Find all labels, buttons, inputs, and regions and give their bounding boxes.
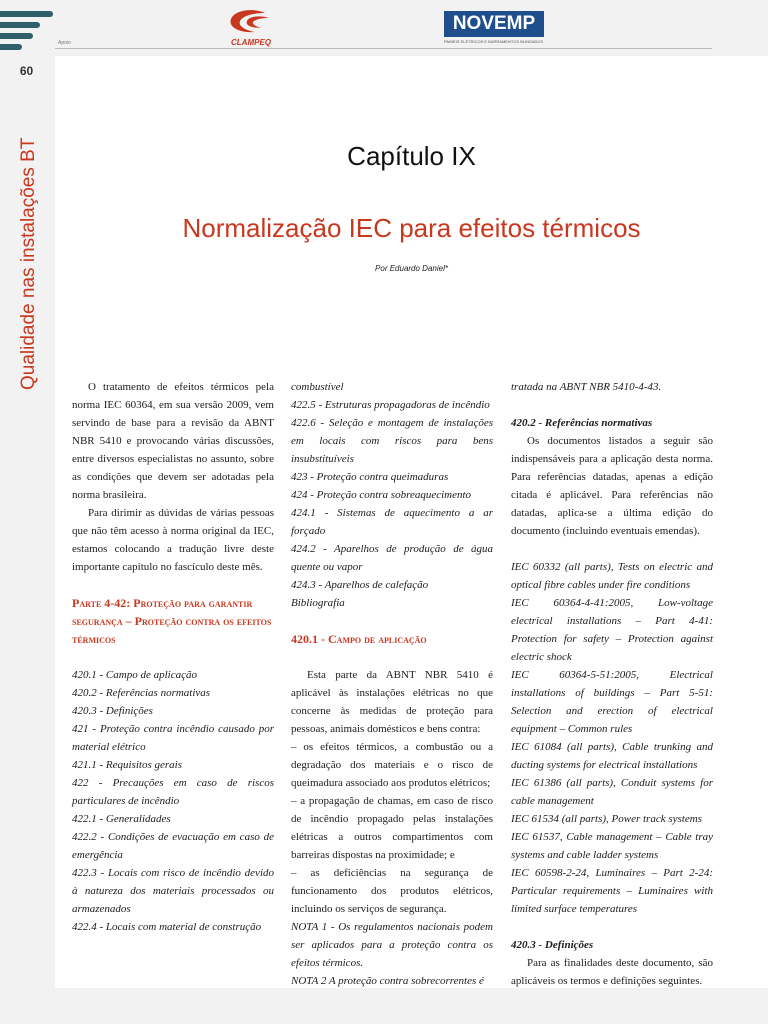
- clampeq-logo: [221, 9, 281, 49]
- toc-item: 422 - Precauções em caso de riscos particulares de incêndio: [72, 777, 274, 807]
- paragraph: Para dirimir as dúvidas de várias pessoas que não têm acesso à norma original da IEC, estamos colocando a tradução livre deste importante capítulo no fascículo deste mês.: [72, 507, 274, 573]
- reference-item: IEC 60364-5-51:2005, Electrical installations of buildings – Part 5-51: Selection and erection of electrical equipment – Common rules: [511, 669, 713, 735]
- toc-item: 422.2 - Condições de evacuação em caso de emergência: [72, 831, 274, 861]
- decor-stripe: [0, 22, 40, 28]
- toc-item: 420.2 - Referências normativas: [72, 687, 211, 699]
- decor-stripe: [0, 44, 22, 50]
- column-3: [511, 378, 713, 990]
- apoio-label: Apoio: [58, 40, 71, 46]
- subsection-heading: 420.2 - Referências normativas: [511, 417, 653, 429]
- note: NOTA 1 - Os regulamentos nacionais podem ser aplicados para a proteção contra os efeitos térmicos.: [291, 921, 493, 969]
- toc-item: 424.3 - Aparelhos de calefação: [291, 579, 429, 591]
- toc-item: 422.3 - Locais com risco de incêndio devido à natureza dos materiais processados ou armazenados: [72, 867, 274, 915]
- paragraph: tratada na ABNT NBR 5410-4-43.: [511, 381, 662, 393]
- paragraph: Os documentos listados a seguir são indispensáveis para a aplicação desta norma. Para referências datadas, apenas a edição citada é aplicável. Para referências não datadas, aplica-se a última edição do documento (incluindo eventuais emendas).: [511, 435, 713, 537]
- toc-item: 423 - Proteção contra queimaduras: [291, 471, 449, 483]
- reference-item: IEC 60598-2-24, Luminaires – Part 2-24: Particular requirements – Luminaires with limited surface temperatures: [511, 867, 713, 915]
- decor-stripe: [0, 33, 33, 39]
- note: NOTA 2 A proteção contra sobrecorrentes é: [291, 975, 484, 987]
- subsection-heading: 420.3 - Definições: [511, 939, 594, 951]
- toc-item: 420.3 - Definições: [72, 705, 153, 717]
- section-title-vertical: Qualidade nas instalações BT: [18, 137, 39, 390]
- reference-item: IEC 60364-4-41:2005, Low-voltage electrical installations – Part 4-41: Protection for safety – Protection against electric shock: [511, 597, 713, 663]
- section-heading: 420.1 - Campo de aplicação: [291, 632, 427, 646]
- header: [53, 0, 768, 52]
- reference-item: IEC 61386 (all parts), Conduit systems for cable management: [511, 777, 713, 807]
- novemp-tagline: PAINÉIS ELÉTRICOS E BARRAMENTOS BLINDADOS: [444, 39, 544, 44]
- reference-item: IEC 61537, Cable management – Cable tray systems and cable ladder systems: [511, 831, 713, 861]
- toc-item: Bibliografia: [291, 597, 345, 609]
- toc-item: 422.6 - Seleção e montagem de instalações em locais com riscos para bens insubstituíveis: [291, 417, 493, 465]
- chapter-heading: Capítulo IX: [347, 141, 476, 171]
- reference-item: IEC 61084 (all parts), Cable trunking and ducting systems for electrical installations: [511, 741, 713, 771]
- toc-item: 422.5 - Estruturas propagadoras de incêndio: [291, 399, 490, 411]
- novemp-logo: [444, 11, 554, 44]
- toc-item: 424.1 - Sistemas de aquecimento a ar forçado: [291, 507, 493, 537]
- clampeq-wordmark: CLAMPEQ: [231, 38, 271, 47]
- toc-item: 420.1 - Campo de aplicação: [72, 669, 197, 681]
- article-title: Normalização IEC para efeitos térmicos: [182, 213, 641, 243]
- section-heading: Parte 4-42: Proteção para garantir segurança – Proteção contra os efeitos térmicos: [72, 596, 272, 646]
- toc-item: 422.4 - Locais com material de construção: [72, 921, 262, 933]
- column-2: [291, 378, 493, 990]
- page-number: 60: [19, 64, 34, 78]
- decor-stripe: [0, 11, 53, 17]
- toc-item: 424 - Proteção contra sobreaquecimento: [291, 489, 472, 501]
- novemp-wordmark: NOVEMP: [444, 11, 544, 37]
- paragraph: Para as finalidades deste documento, são aplicáveis os termos e definições seguintes.: [511, 957, 713, 987]
- toc-item: 421.1 - Requisitos gerais: [72, 759, 182, 771]
- reference-item: IEC 61534 (all parts), Power track systems: [511, 813, 702, 825]
- clampeq-swoosh-icon: [221, 9, 281, 39]
- paragraph: – a propagação de chamas, em caso de risco de incêndio propagado pelas instalações elétricas a outros compartimentos com barreiras dispostas na proximidade; e: [291, 795, 493, 861]
- paragraph: – os efeitos térmicos, a combustão ou a degradação dos materiais e o risco de queimadura associado aos produtos elétricos;: [291, 741, 493, 789]
- paragraph: O tratamento de efeitos térmicos pela norma IEC 60364, em sua versão 2009, vem servindo de base para a revisão da ABNT NBR 5410 e provocando várias discussões, entre diversos especialistas no assunto, sobre as condições que devem ser adotadas pela norma brasileira.: [72, 381, 274, 501]
- toc-item: 422.1 - Generalidades: [72, 813, 171, 825]
- header-rule: [55, 48, 712, 49]
- column-1: [72, 378, 274, 936]
- reference-item: IEC 60332 (all parts), Tests on electric and optical fibre cables under fire conditions: [511, 561, 713, 591]
- article-page: [55, 56, 768, 988]
- toc-item: combustível: [291, 381, 344, 393]
- toc-item: 421 - Proteção contra incêndio causado por material elétrico: [72, 723, 274, 753]
- paragraph: Esta parte da ABNT NBR 5410 é aplicável às instalações elétricas no que concerne às medidas de proteção para pessoas, animais domésticos e bens contra:: [291, 669, 493, 735]
- article-author: Por Eduardo Daniel*: [375, 264, 448, 273]
- paragraph: – as deficiências na segurança de funcionamento dos produtos elétricos, incluindo os serviços de segurança.: [291, 867, 493, 915]
- sidebar: [0, 0, 53, 1024]
- toc-item: 424.2 - Aparelhos de produção de água quente ou vapor: [291, 543, 493, 573]
